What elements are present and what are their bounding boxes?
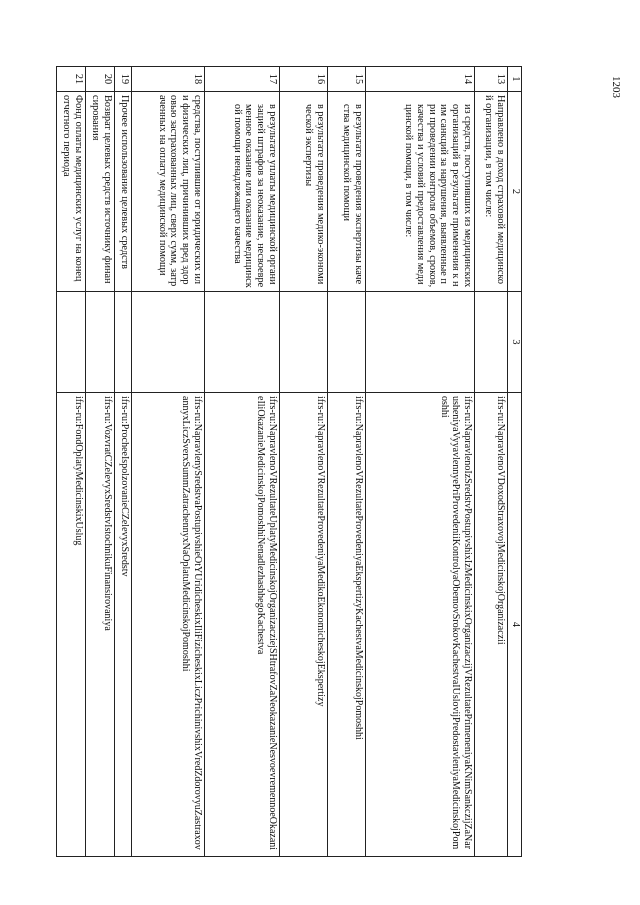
row-number: 19 (115, 67, 132, 92)
row-code: ifrs-ru:NapravlenoIzSredstvPostupivshixIzMedicinskixOrganizaczijVRezultatePrimeneniyaKNimSankczijZaNarusheniyaVyyavlennyePriProvedeniiKontrolyaObemovSrokovKachestvaIUslovijPredostavleniyaMedicinskojPomoshhi (366, 393, 475, 857)
row-code: ifrs-ru:FondOplatyMedicinskixUslug (57, 393, 86, 857)
row-number: 16 (280, 67, 328, 92)
row-description: из средств, поступивших из медицинских организаций в результате применения к ним санкций за нарушения, выявленные при проведении контроля объемов, сроков, качества и условий предоставления медицинской помощи, в том числе: (366, 92, 475, 292)
row-value (205, 292, 280, 393)
table-row (86, 67, 115, 857)
row-value (366, 292, 475, 393)
row-number: 14 (366, 67, 475, 92)
row-description: в результате проведения медико-экономической экспертизы (280, 92, 328, 292)
column-header-3: 3 (508, 292, 522, 393)
row-value (57, 292, 86, 393)
page-number: 1203 (610, 76, 622, 98)
column-header-1: 1 (508, 67, 522, 92)
table-row (328, 67, 366, 857)
row-code: ifrs-ru:NapravlenoVRezultateProvedeniyaEkspertizyKachestvaMedicinskojPomoshhi (328, 393, 366, 857)
row-value (328, 292, 366, 393)
column-header-4: 4 (508, 393, 522, 857)
row-code: ifrs-ru:NapravlenoVDoxodStraxovojMedicinskojOrganizaczii (475, 393, 508, 857)
table-row (280, 67, 328, 857)
row-code: ifrs-ru:NapravlenoVRezultateUplatyMedicinskojOrganizacziejSHtrafovZaNeokazanieNesvoevremennoeOkazanieIliOkazanieMedicinskojPomoshhiNenadlezhashhegoKachestva (205, 393, 280, 857)
row-value (115, 292, 132, 393)
row-number: 17 (205, 67, 280, 92)
row-description: Фонд оплаты медицинских услуг на конец отчетного периода (57, 92, 86, 292)
row-number: 13 (475, 67, 508, 92)
row-number: 15 (328, 67, 366, 92)
data-table (56, 66, 522, 857)
table-row (57, 67, 86, 857)
table-row (366, 67, 475, 857)
table-row (115, 67, 132, 857)
row-description: Прочее использование целевых средств (115, 92, 132, 292)
row-value (132, 292, 205, 393)
table-row (205, 67, 280, 857)
row-description: Направлено в доход страховой медицинской организации, в том числе: (475, 92, 508, 292)
row-number: 20 (86, 67, 115, 92)
row-description: в результате проведения экспертизы качества медицинской помощи (328, 92, 366, 292)
row-description: Возврат целевых средств источнику финансирования (86, 92, 115, 292)
row-number: 18 (132, 67, 205, 92)
row-code: ifrs-ru:VozvratCZelevyxSredstvIstochnikuFinansirovaniya (86, 393, 115, 857)
row-value (475, 292, 508, 393)
row-code: ifrs-ru:NapravlenoVRezultateProvedeniyaMedikoEkonomicheskojEkspertizy (280, 393, 328, 857)
row-value (280, 292, 328, 393)
table-row (132, 67, 205, 857)
header-row (508, 67, 522, 857)
row-code: ifrs-ru:NapravlenySredstvaPostupivshieOtYUridicheskixIliFizicheskixLiczPrichinivshixVredZdorovyuZastraxovannyxLiczSverxSummZatrachennyxNaOplatuMedicinskojPomoshhi (132, 393, 205, 857)
row-description: средства, поступившие от юридических или физических лиц, причинивших вред здоровью застрахованных лиц, сверх сумм, затраченных на оплату медицинской помощи (132, 92, 205, 292)
column-header-2: 2 (508, 92, 522, 292)
row-value (86, 292, 115, 393)
row-number: 21 (57, 67, 86, 92)
row-description: в результате уплаты медицинской организацией штрафов за неоказание, несвоевременное оказание или оказание медицинской помощи ненадлежащего качества (205, 92, 280, 292)
table-row (475, 67, 508, 857)
rotated-table-container (61, 66, 522, 851)
row-code: ifrs-ru:ProcheeIspolzovanieCZelevyxSredstv (115, 393, 132, 857)
